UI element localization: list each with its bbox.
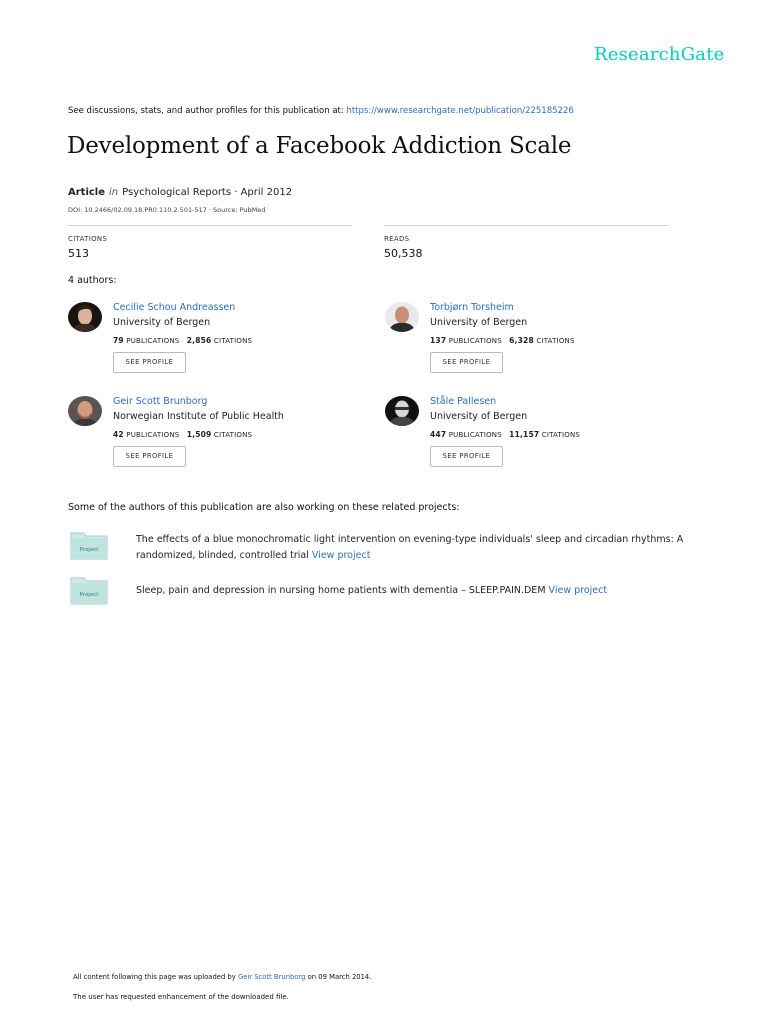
author-card — [68, 302, 368, 388]
doi-source: DOI: 10.2466/02.09.18.PR0.110.2.501-517 · Source: PubMed — [68, 206, 266, 214]
project-folder-icon — [70, 532, 108, 560]
citations-label: CITATIONS — [213, 431, 253, 439]
citations-value: 513 — [68, 247, 89, 260]
see-profile-button[interactable]: SEE PROFILE — [113, 352, 186, 373]
related-projects-heading: Some of the authors of this publication are also working on these related projects: — [68, 502, 460, 513]
discussion-line — [68, 106, 574, 116]
author-card — [385, 396, 685, 482]
publications-label: PUBLICATIONS — [126, 431, 180, 439]
author-institution: University of Bergen — [430, 411, 528, 422]
author-card — [68, 396, 368, 482]
uploader-link[interactable]: Geir Scott Brunborg — [237, 973, 306, 981]
citations-label: CITATIONS — [213, 337, 253, 345]
reads-value: 50,538 — [384, 247, 423, 260]
citation-count: 2,856 — [186, 336, 212, 345]
author-name[interactable]: Ståle Pallesen — [430, 396, 497, 407]
discussion-prefix: See discussions, stats, and author profiles for this publication at: — [68, 106, 344, 116]
author-name[interactable]: Torbjørn Torsheim — [430, 302, 514, 313]
researchgate-logo[interactable]: ResearchGate — [594, 44, 725, 65]
upload-prefix: All content following this page was uploaded by — [73, 973, 236, 981]
author-institution: Norwegian Institute of Public Health — [113, 411, 284, 422]
avatar[interactable] — [385, 302, 419, 332]
author-stats — [430, 336, 575, 345]
avatar[interactable] — [385, 396, 419, 426]
publications-label: PUBLICATIONS — [126, 337, 180, 345]
citations-label: CITATIONS — [541, 431, 581, 439]
citation-count: 11,157 — [509, 430, 540, 439]
reads-label: READS — [384, 235, 410, 243]
citations-divider — [68, 225, 352, 226]
upload-suffix: on 09 March 2014. — [307, 973, 372, 981]
project-folder-label: Project — [79, 592, 99, 598]
reads-divider — [384, 225, 668, 226]
project-title: Sleep, pain and depression in nursing home patients with dementia – SLEEP.PAIN.DEM — [136, 585, 546, 596]
journal-date: Psychological Reports · April 2012 — [122, 187, 293, 198]
paper-meta — [68, 187, 292, 198]
author-name[interactable]: Cecilie Schou Andreassen — [113, 302, 236, 313]
citations-label: CITATIONS — [536, 337, 575, 345]
avatar[interactable] — [68, 302, 102, 332]
see-profile-button[interactable]: SEE PROFILE — [113, 446, 186, 467]
project-folder-label: Project — [79, 547, 99, 553]
publication-count: 137 — [430, 336, 447, 345]
publications-label: PUBLICATIONS — [448, 337, 502, 345]
author-stats — [430, 430, 580, 439]
project-folder-icon — [70, 577, 108, 605]
publication-count: 79 — [113, 336, 124, 345]
article-type: Article — [68, 187, 106, 198]
author-card — [385, 302, 685, 388]
publication-count: 42 — [113, 430, 124, 439]
citations-label: CITATIONS — [68, 235, 108, 243]
request-note: The user has requested enhancement of the downloaded file. — [73, 993, 289, 1001]
citation-count: 6,328 — [509, 336, 534, 345]
paper-title: Development of a Facebook Addiction Scale — [67, 133, 572, 159]
project-description — [136, 532, 686, 564]
view-project-link[interactable]: View project — [548, 585, 608, 596]
author-institution: University of Bergen — [113, 317, 211, 328]
authors-heading: 4 authors: — [68, 275, 117, 286]
see-profile-button[interactable]: SEE PROFILE — [430, 446, 503, 467]
in-label: in — [109, 187, 119, 198]
project-title: The effects of a blue monochromatic light intervention on evening-type individuals' sleep and circadian rhythms: A randomized, blinded, controlled trial — [136, 534, 684, 561]
view-project-link[interactable]: View project — [311, 550, 371, 561]
publication-link[interactable]: https://www.researchgate.net/publication/225185226 — [346, 106, 574, 116]
author-stats — [113, 336, 252, 345]
author-name[interactable]: Geir Scott Brunborg — [113, 396, 208, 407]
see-profile-button[interactable]: SEE PROFILE — [430, 352, 503, 373]
author-institution: University of Bergen — [430, 317, 528, 328]
publications-label: PUBLICATIONS — [448, 431, 502, 439]
author-stats — [113, 430, 252, 439]
project-description — [136, 583, 686, 599]
avatar[interactable] — [68, 396, 102, 426]
upload-note — [73, 973, 371, 981]
citation-count: 1,509 — [186, 430, 212, 439]
publication-count: 447 — [430, 430, 447, 439]
